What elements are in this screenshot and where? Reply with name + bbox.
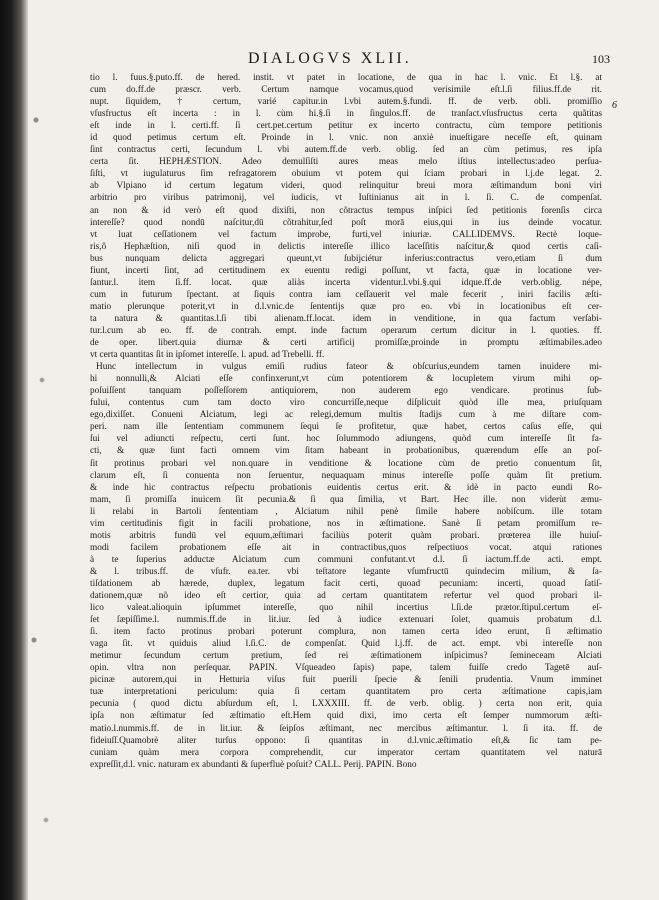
text-line: bus nunquam delicta aggregari queunt,vt ſubijciétur inferius:contractus vero,etiam ſi dum: [90, 253, 602, 264]
running-head: DIALOGVS XLII.: [248, 50, 412, 67]
text-line: poſuiſſent tanquam poſſeſſorem antiquiorem, non auderem ego vendicare. protinus ſub-: [90, 386, 602, 397]
text-line: de oper. libert.quia diurnæ & certi artificij promiſſæ,proinde in promptu æſtimabiles.adeo: [90, 338, 602, 349]
text-line: hi nonnulli,& Alciati eſſe confinxerunt,vt cùm potentiorem & locupletem virum mihi op-: [90, 374, 602, 385]
text-line: tio l. fuus.§.puto.ff. de hered. instit. vt patet in locatione, de qua in hac l. vnic. Et l.§. at: [90, 73, 602, 83]
text-line: li relabi in Bartoli ſententiam , Alciatum nihil penè ſimile habere nobiſcum. ille totam: [90, 506, 602, 517]
page-header: [90, 50, 610, 70]
text-line: fului, contentus cum tam docto viro concurriſſe,neque diſplicuit quòd ille mea, priuſquam: [90, 398, 602, 409]
text-line: cuniam quàm mera corpora comprehendit, cur imperator certam quantitatem vel naturā: [90, 747, 602, 758]
text-line: metimur ſecundum certum pretium, ſed rei æſtimationem inſpicimus? ſemineceam Alciati: [90, 651, 602, 662]
text-line: cti, & quæ ſunt facti omnem vim ſitam habeant in probationibus, quærendum eſſe an poſ-: [90, 446, 602, 457]
text-line: lico valeat.alioquin ipſummet intereſſe, quo nihil incertius l.ſi.de prætor.ſtipul.certum eſ-: [90, 603, 602, 614]
text-line: id quod petimus certum eſt. Proinde in l. vnic. non anxiè inueſtigare neceſſe eſt, quinam: [90, 133, 602, 144]
text-line: vt certa quantitas ſit in ipſomet intereſſe. l. apud. ad Trebelli. ff.: [90, 350, 325, 361]
text-line: ſit protinus probari vel non.quare in venditione & locatione cùm de pretio conuentum ſit,: [90, 458, 602, 469]
text-line: ta natura & quantitas.l.ſi tibi alienam.ff.locat. idem in venditione, in qua factum verſabi-: [90, 313, 602, 324]
text-line: & inde hic contractus reſpectu probationis euidentis certus erit. & idè in pacto eundi Ro-: [90, 482, 602, 493]
text-line: Hunc intellectum in vulgus emiſi rudius fateor & obſcurius,eundem tamen inuidere mi-: [96, 362, 602, 373]
text-line: pecunia ( quod dictu abſurdum eſt, l. LXXXIII. ff. de verb. oblig. ) certa non erit, quia: [90, 699, 602, 710]
text-line: ab Vlpiano id certum legatum videri, quod relinquitur breui mora æſtimandum boni viri: [90, 181, 602, 192]
body-text: [90, 72, 602, 771]
text-line: tuæ interpretationi periculum: quia ſi certam quantitatem pro certa æſtimatione capis,iam: [90, 687, 602, 698]
text-line: ſint contractus certi, ſecundum l. vbi autem.ff.de verb. oblig. ſed an cùm petimus, res ipſa: [90, 145, 602, 156]
gutter-specks: [28, 0, 68, 900]
text-line: cum in futurum ſpectant. at ſiquis contra iam ceſſauerit vel male fecerit , iniri facilis æſti-: [90, 289, 602, 300]
text-line: vſusfructus eſt incerta : in l. cùm hi.§.ſi in ſingulos.ff. de tranſact.vſusfructus certa quãtitas: [90, 109, 602, 120]
text-line: ſantur.l. item ſi.ff. locat. quæ aliàs incerta videntur.l.vbi.§.qui idque.ff.de verb.oblig. népe,: [90, 277, 602, 288]
text-line: certa ſit. HEPHÆSTION. Adeo demulſiſti aures meas melo iſtius intellectus:adeo perſua-: [90, 157, 602, 168]
text-line: ſet ſæpiſſime.l. nummis.ff.de in lit.iur. ſed à iudice extenuari ſolet, quamuis probatum d.l.: [90, 615, 602, 626]
text-line: ſui vel adiuncti reſpectu, certi ſunt. hoc ſolummodo adiungens, quòd cum intereſſe ſit fa-: [90, 434, 602, 445]
text-line: ego,dixiſſet. Conueni Alciatum, legi ac relegi,demum multis ſtadijs cum à me diſtare com-: [90, 410, 602, 421]
text-line: ſi. item facto protinus probari poterunt complura, non tamen certa ideo erunt, ſi æſtimatio: [90, 627, 602, 638]
text-line: à te ſuperius adductæ Alciatum cum communi confutant.vt d.l. ſi iactum.ff.de acti. empt.: [90, 554, 602, 565]
text-line: an non & id verò eſt quod dixiſti, non cõtractus tempus inſpici ſed petitionis forenſis circa: [90, 205, 602, 216]
text-line: tur.l.cum ab eo. ff. de contrah. empt. inde factum operarum certum dicitur in l. quoties. ff.: [90, 325, 602, 336]
text-line: fideiuſſ.Quamobrè aliter turſus oppono: ſi quantitas in d.l.vnic.æſtimatio eſt,& ſic tam pe-: [90, 735, 602, 746]
margin-note: 6: [612, 100, 617, 111]
text-line: cum do.ff.de præscr. verb. Certum namque vocamus,quod verisimile eſt.l.ſi filius.ff.de rit.: [90, 85, 602, 96]
text-line: eſt inde in l. certi.ff. ſi cert.pet.certum petitur ex incerto contractu, cùm tempore petitionis: [90, 121, 602, 132]
text-line: & l. tribus.ff. de vſufr. ea.ter. vbi teſtatore legante vſumfructū quindecim milium, & ſa-: [90, 566, 602, 577]
text-line: expreſſit,d.l. vnic. naturam ex abundanti & ſuperfluè poſuit? CALL. Perij. PAPIN. Bono: [90, 759, 417, 770]
text-line: ipſa non æſtimatur ſed æſtimatio eſt.Hem quid dixi, imo certa eſt ſemper nummorum æſti-: [90, 711, 602, 722]
text-line: vt luat ceſſationem vel factum improbe, furti,vel iniuriæ. CALLIDEMVS. Rectè loque-: [90, 229, 602, 240]
text-line: matio.l.nummis.ff. de in lit.iur. & ſeipſos æſtimant, nec mercibus æſtimantur. l. ſi ita. ff. de: [90, 723, 602, 734]
text-line: clarum eſt, ſi conuenta non ſeruentur, nequaquam minus intereſſe poſſe quàm ſit pretium.: [90, 470, 602, 481]
text-line: vaga ſit. vt quiduis aliud l.ſi.C. de compenſat. Quid l.j.ff. de act. empt. vbi intereſſe non: [90, 639, 602, 650]
text-line: opin. vltra non perſequar. PAPIN. Vſqueadeo ſapis) pape, talem fuiſſe credo Tagetē auſ-: [90, 663, 602, 674]
text-line: arbitrio pro viribus patrimonij, vel iudicis, vt Iuſtinianus ait in l. ſi. C. de compenſat.: [90, 193, 602, 204]
text-line: picinæ autorem,qui in Hetturia viſus fuit puerili ſpecie & ſenili prudentia. Vnum imminet: [90, 675, 602, 686]
text-line: fiunt, incerti ſint, ad certitudinem ex euentu redigi poſſunt, vt facta, quæ in locatione ver-: [90, 265, 602, 276]
text-line: mam, ſi promiſſa inuicem ſit pecunia.& ſi qua ſimilia, vt Bart. Hec ille. non viderùt æmu-: [90, 494, 602, 505]
text-line: tiſdationem ab hærede, duplex, legatum facit certi, quoad pecuniam: incerti, quoad ſatiſ-: [90, 578, 602, 589]
text-line: peri. nam ille ſententiam communem ſequi ſe profitetur, quæ habet, certos caſus eſſe, qui: [90, 422, 602, 433]
text-line: ris,ô Hephæſtion, niſi quod in delictis intereſſe illico laceſſitis naſcitur,& quod certis caſi-: [90, 241, 602, 252]
binding-gutter-shadow: [0, 0, 28, 900]
page-number: 103: [592, 52, 610, 66]
text-line: modi facilem probationem eſſe ait in contractibus,quos reſpectiuos vocat. atqui rationes: [90, 542, 602, 553]
text-line: dationem,quæ nõ ideo eſt certior, quia ad certam quantitatem refertur vel quod probari il-: [90, 591, 602, 602]
text-line: nupt. ſiquidem, † certum, varié capitur.in l.vbi autem.§.fundi. ff. de verb. obli. promiſſio: [90, 97, 602, 108]
text-line: intereſſe? quod nondū naſcitur,dū cõtrahitur,ſed poſt morā eius,qui in ius deinde vocatur.: [90, 217, 602, 228]
text-line: ſiſti, vt iugulaturus ſim refragatorem obuium vt potem qui ſciam probari in l.j.de legat. 2.: [90, 169, 602, 180]
text-line: motis arbitris fundū vel equum,æſtimari faciliùs poterit quàm probari. prœterea ille huiuſ-: [90, 530, 602, 541]
text-line: matio plerunque poterit,vt in d.l.vnic.de ſententijs quæ pro eo. vbi in locationibus eſt cer-: [90, 301, 602, 312]
text-line: vim certitudinis figit in facili probatione, nos in æſtimatione. Sanè ſi petam promiſſum re-: [90, 518, 602, 529]
